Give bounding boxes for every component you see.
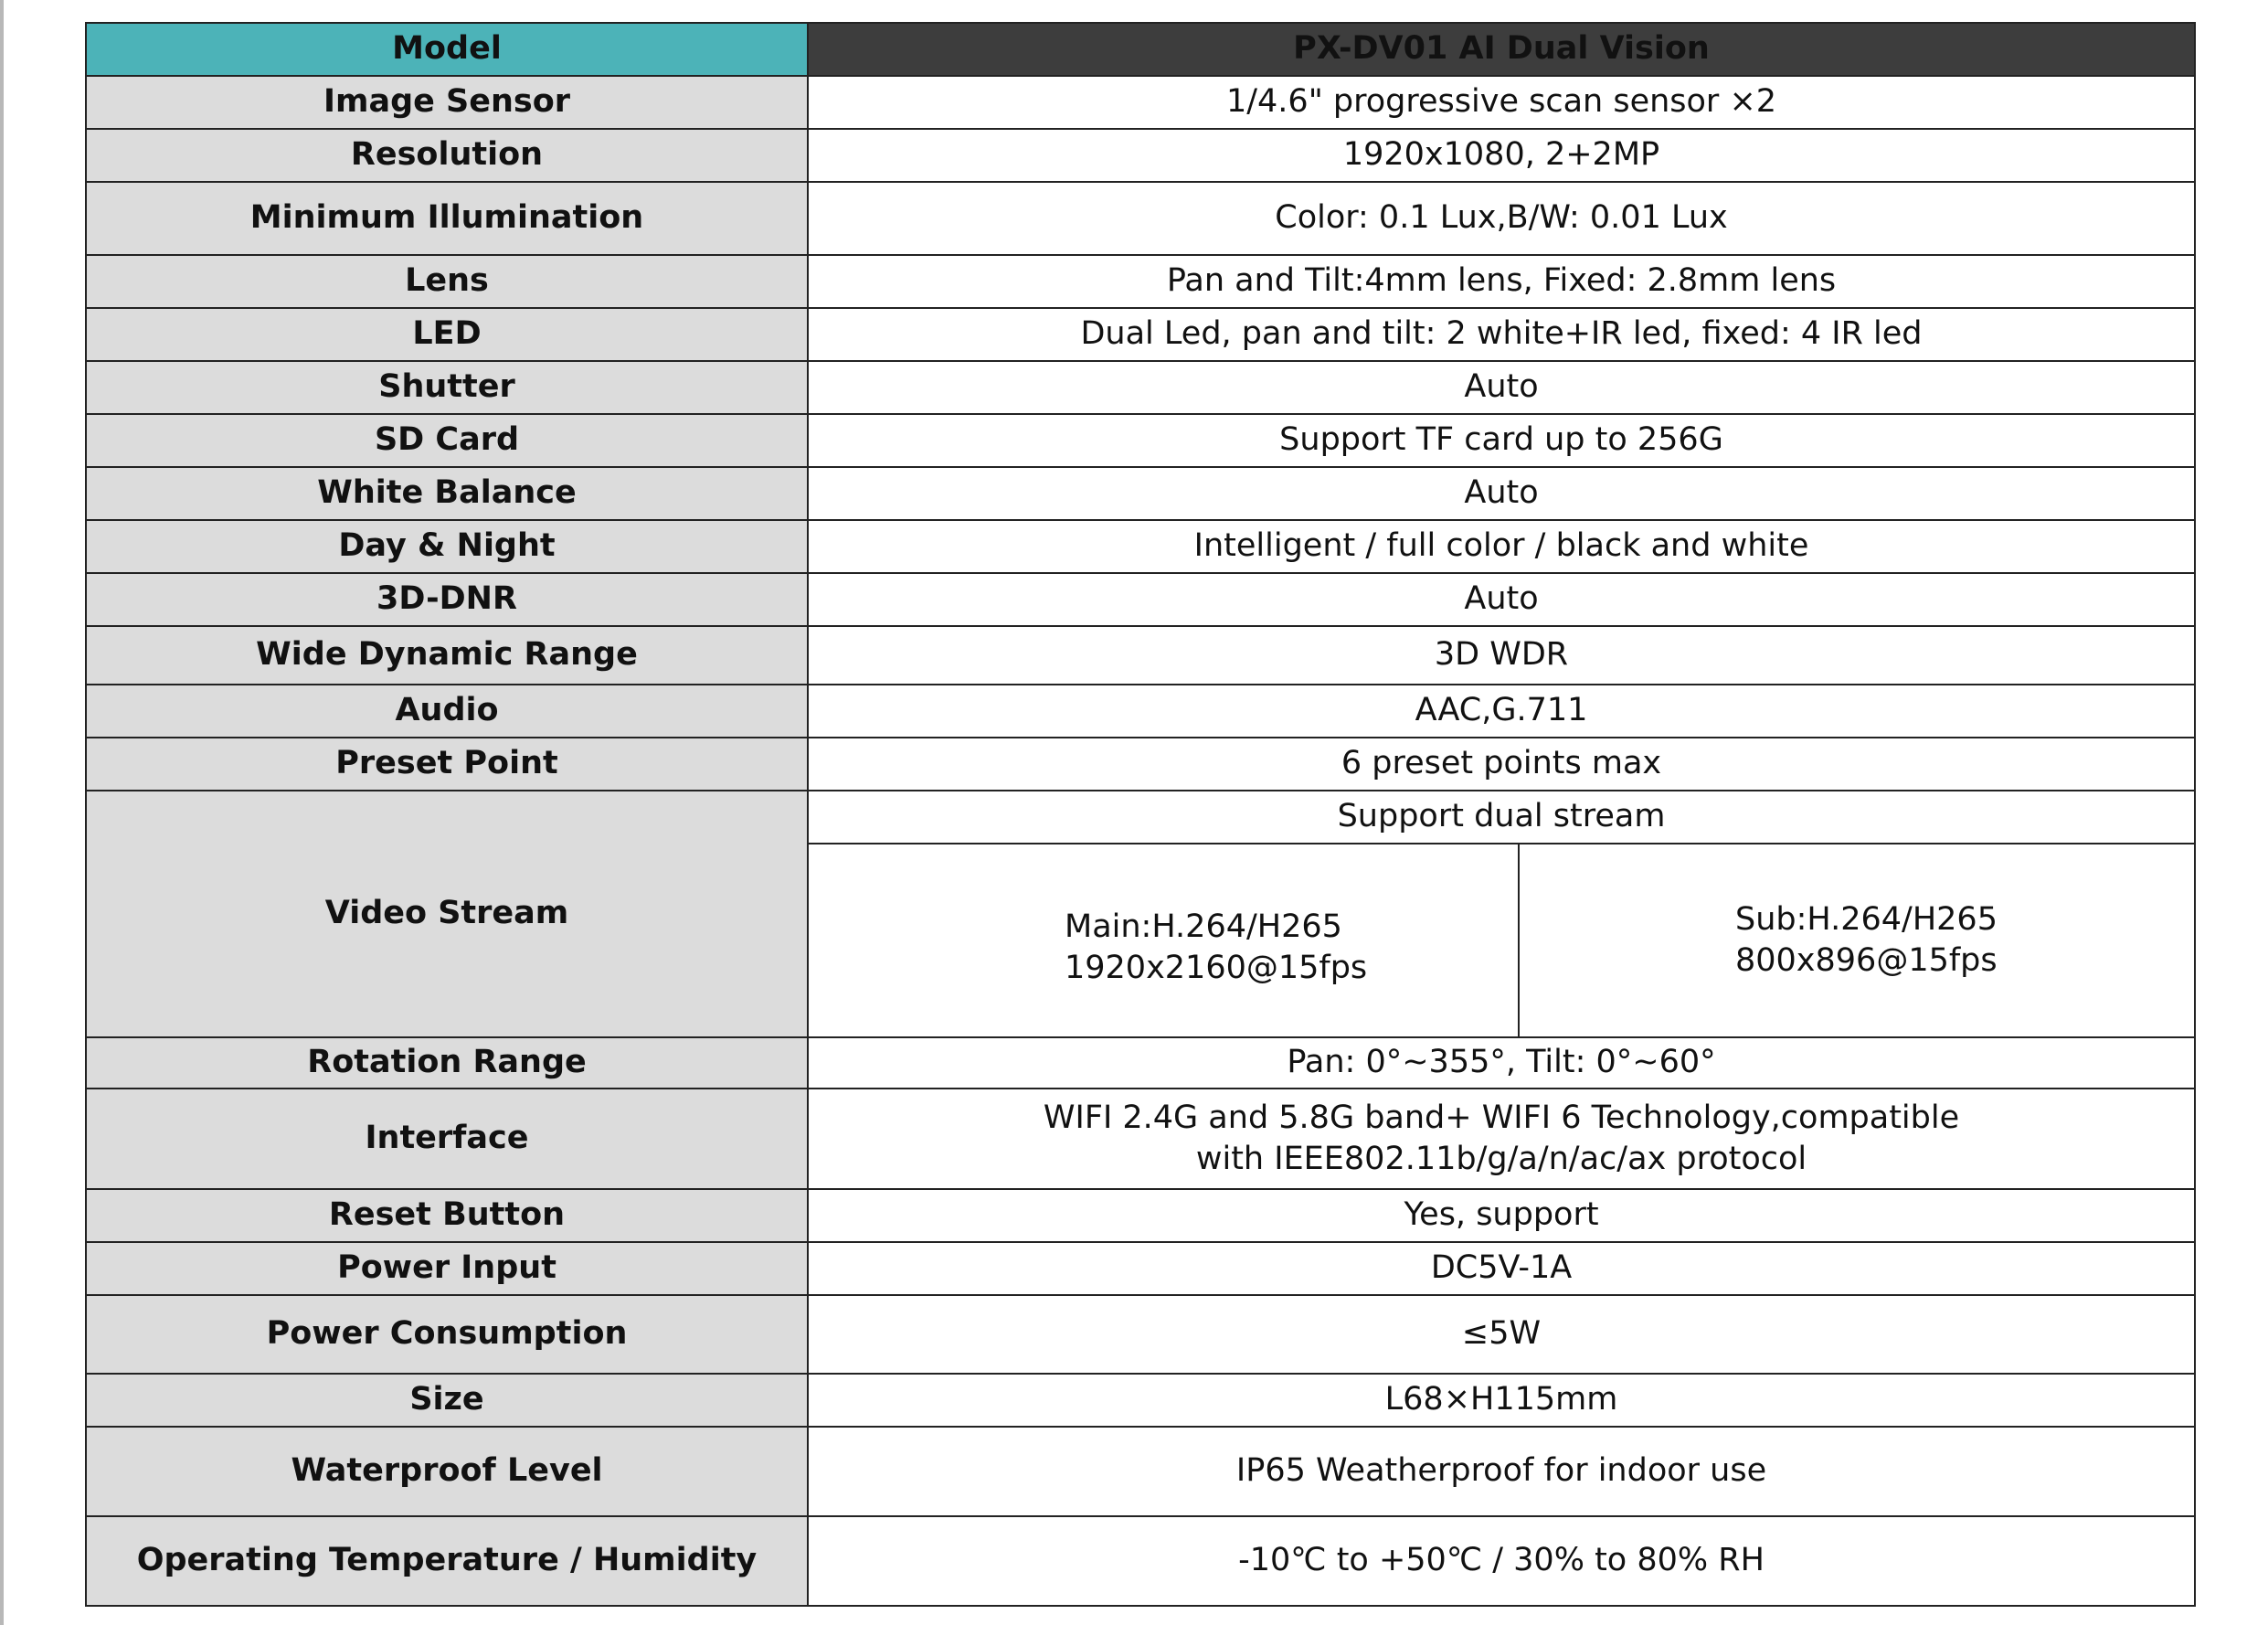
row-value: Auto [808,573,2195,626]
table-row [86,1516,2195,1606]
row-label: LED [86,308,808,361]
row-value: 1/4.6" progressive scan sensor ×2 [808,76,2195,129]
row-value: Dual Led, pan and tilt: 2 white+IR led, fixed: 4 IR led [808,308,2195,361]
table-row [86,573,2195,626]
interface-label: Interface [86,1089,808,1189]
row-label: Power Consumption [86,1295,808,1374]
header-model-cell: PX-DV01 AI Dual Vision [808,23,2195,76]
table-row [86,1189,2195,1242]
table-row [86,361,2195,414]
row-value: AAC,G.711 [808,685,2195,738]
main-stream-codec: Main:H.264/H265 [1065,908,1342,945]
row-label: Reset Button [86,1189,808,1242]
table-row [86,1037,2195,1089]
table-row [86,685,2195,738]
row-label: Minimum Illumination [86,182,808,255]
row-label: Lens [86,255,808,308]
main-stream-cell [808,844,1519,1037]
interface-row [86,1089,2195,1189]
table-row [86,1242,2195,1295]
row-value: Pan: 0°~355°, Tilt: 0°~60° [808,1037,2195,1089]
table-row [86,626,2195,685]
video-stream-summary: Support dual stream [808,791,2195,844]
table-row [86,738,2195,791]
row-label: Shutter [86,361,808,414]
header-label-cell: Model [86,23,808,76]
sub-stream-cell [1519,844,2195,1037]
page-left-edge [0,0,4,1625]
spec-table [85,22,2196,1607]
row-label: Operating Temperature / Humidity [86,1516,808,1606]
interface-line-2: with IEEE802.11b/g/a/n/ac/ax protocol [1195,1141,1807,1177]
row-label: Day & Night [86,520,808,573]
row-label: Power Input [86,1242,808,1295]
row-value: Color: 0.1 Lux,B/W: 0.01 Lux [808,182,2195,255]
video-stream-label: Video Stream [86,791,808,1037]
table-row [86,414,2195,467]
row-label: Wide Dynamic Range [86,626,808,685]
interface-value [808,1089,2195,1189]
row-value: L68×H115mm [808,1374,2195,1427]
table-row [86,182,2195,255]
row-value: 6 preset points max [808,738,2195,791]
row-value: Auto [808,467,2195,520]
sub-stream-spec: 800x896@15fps [1735,942,1998,979]
row-value: IP65 Weatherproof for indoor use [808,1427,2195,1516]
main-stream-spec: 1920x2160@15fps [1065,950,1368,986]
row-label: SD Card [86,414,808,467]
row-value: -10℃ to +50℃ / 30% to 80% RH [808,1516,2195,1606]
row-value: Pan and Tilt:4mm lens, Fixed: 2.8mm lens [808,255,2195,308]
row-label: Size [86,1374,808,1427]
table-row [86,308,2195,361]
row-value: Support TF card up to 256G [808,414,2195,467]
table-row [86,1295,2195,1374]
row-value: 1920x1080, 2+2MP [808,129,2195,182]
row-label: Preset Point [86,738,808,791]
sub-stream-codec: Sub:H.264/H265 [1735,900,1998,938]
row-value: DC5V-1A [808,1242,2195,1295]
video-stream-row [86,791,2195,844]
table-header-row [86,23,2195,76]
row-label: Audio [86,685,808,738]
row-label: White Balance [86,467,808,520]
table-row [86,76,2195,129]
row-label: Image Sensor [86,76,808,129]
row-value: ≤5W [808,1295,2195,1374]
table-row [86,1427,2195,1516]
table-row [86,129,2195,182]
row-label: Rotation Range [86,1037,808,1089]
row-value: 3D WDR [808,626,2195,685]
interface-line-1: WIFI 2.4G and 5.8G band+ WIFI 6 Technology,compatible [1043,1099,1960,1136]
row-label: 3D-DNR [86,573,808,626]
table-row [86,255,2195,308]
row-value: Intelligent / full color / black and white [808,520,2195,573]
row-value: Auto [808,361,2195,414]
row-label: Resolution [86,129,808,182]
row-value: Yes, support [808,1189,2195,1242]
table-row [86,1374,2195,1427]
table-row [86,520,2195,573]
row-label: Waterproof Level [86,1427,808,1516]
table-row [86,467,2195,520]
